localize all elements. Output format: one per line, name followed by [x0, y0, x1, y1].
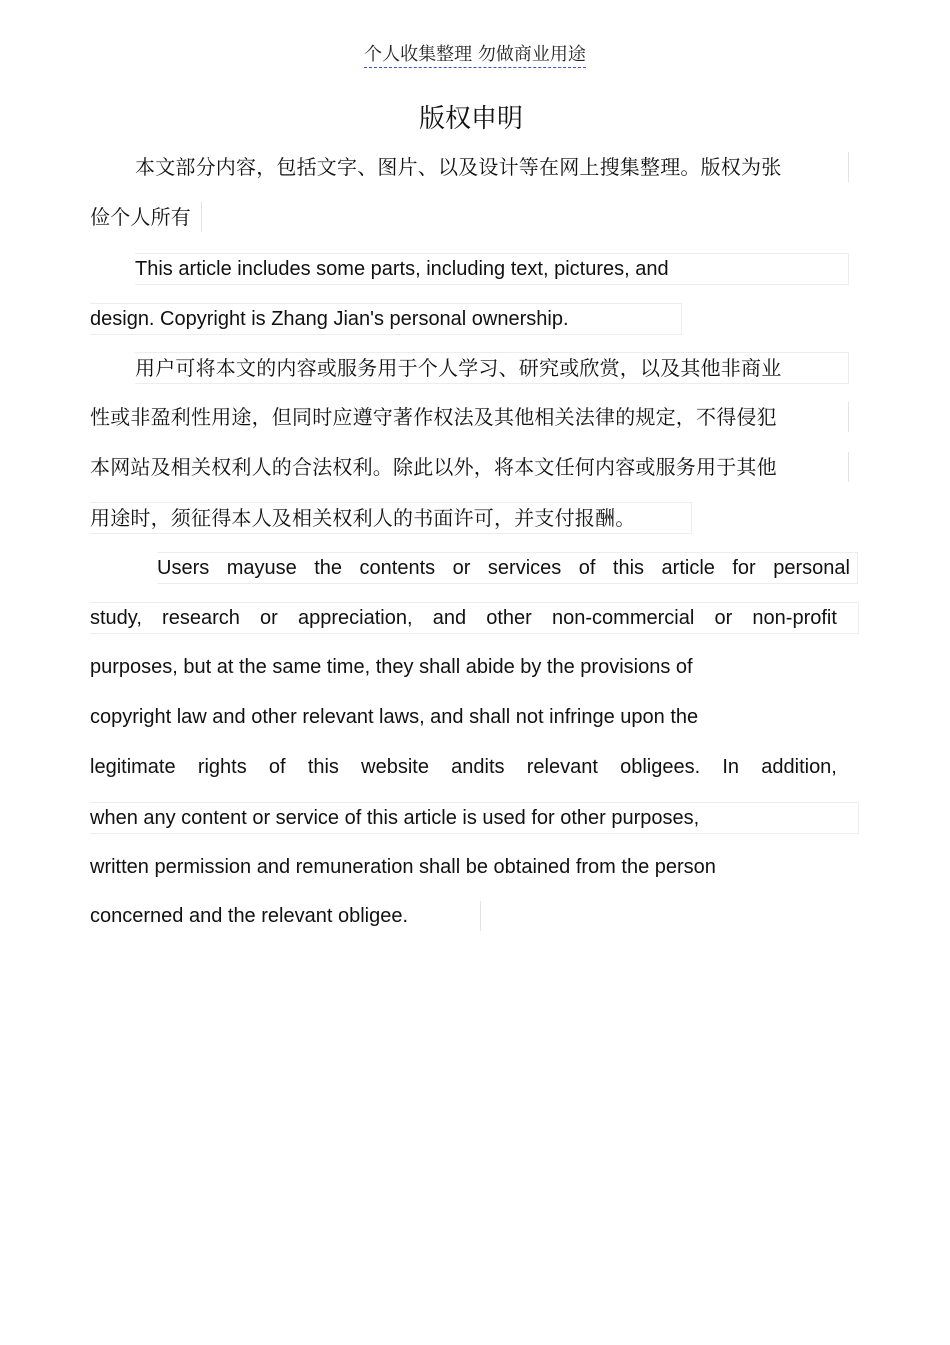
word: personal: [773, 557, 850, 579]
word: of: [578, 557, 596, 579]
en-p2-line-2: [90, 602, 859, 634]
header-note: 个人收集整理 勿做商业用途: [364, 44, 586, 68]
en-p1-line-2: design. Copyright is Zhang Jian's personal ownership.: [90, 303, 682, 335]
word: obligees.: [620, 756, 701, 778]
page-header: [0, 40, 950, 66]
word: In: [722, 756, 740, 778]
word: article: [661, 557, 715, 579]
en-p2-line-6: when any content or service of this article is used for other purposes,: [90, 802, 859, 834]
word: and: [432, 607, 467, 629]
word: non-commercial: [552, 607, 695, 629]
zh-p2-line-1: 用户可将本文的内容或服务用于个人学习、研究或欣赏，以及其他非商业: [135, 352, 849, 384]
zh-p2-line-4: 用途时，须征得本人及相关权利人的书面许可，并支付报酬。: [90, 502, 692, 534]
zh-p2-line-3: 本网站及相关权利人的合法权利。除此以外，将本文任何内容或服务用于其他: [90, 452, 849, 482]
zh-p1-line-2: 俭个人所有: [90, 202, 202, 232]
word: research: [162, 607, 240, 629]
word: or: [714, 607, 733, 629]
en-p2-line-1: [157, 552, 858, 584]
word: the: [314, 557, 343, 579]
word: of: [268, 756, 286, 778]
word: services: [487, 557, 562, 579]
page-title: 版权申明: [418, 104, 523, 134]
en-p2-line-5: [90, 752, 837, 782]
word: study,: [90, 607, 142, 629]
word: legitimate: [90, 756, 176, 778]
word: relevant: [526, 756, 598, 778]
en-p2-line-4: copyright law and other relevant laws, and shall not infringe upon the: [90, 706, 699, 728]
word: other: [486, 607, 532, 629]
zh-p2-line-2: 性或非盈利性用途，但同时应遵守著作权法及其他相关法律的规定，不得侵犯: [90, 402, 849, 432]
word: this: [307, 756, 339, 778]
word: for: [732, 557, 756, 579]
en-p2-line-7: written permission and remuneration shall be obtained from the person: [90, 856, 716, 878]
word: andits: [451, 756, 505, 778]
word: website: [361, 756, 429, 778]
en-p2-line-8: concerned and the relevant obligee.: [90, 901, 481, 931]
word: appreciation,: [298, 607, 413, 629]
word: contents: [359, 557, 436, 579]
en-p1-line-1: This article includes some parts, including text, pictures, and: [135, 253, 849, 285]
word: or: [260, 607, 278, 629]
word: rights: [197, 756, 247, 778]
word: or: [452, 557, 471, 579]
word: this: [612, 557, 645, 579]
word: addition,: [761, 756, 837, 778]
en-p2-line-3: purposes, but at the same time, they shall abide by the provisions of: [90, 656, 693, 678]
word: Users: [157, 557, 210, 579]
word: non-profit: [752, 607, 837, 629]
zh-p1-line-1: 本文部分内容，包括文字、图片、以及设计等在网上搜集整理。版权为张: [135, 152, 849, 182]
word: mayuse: [226, 557, 297, 579]
